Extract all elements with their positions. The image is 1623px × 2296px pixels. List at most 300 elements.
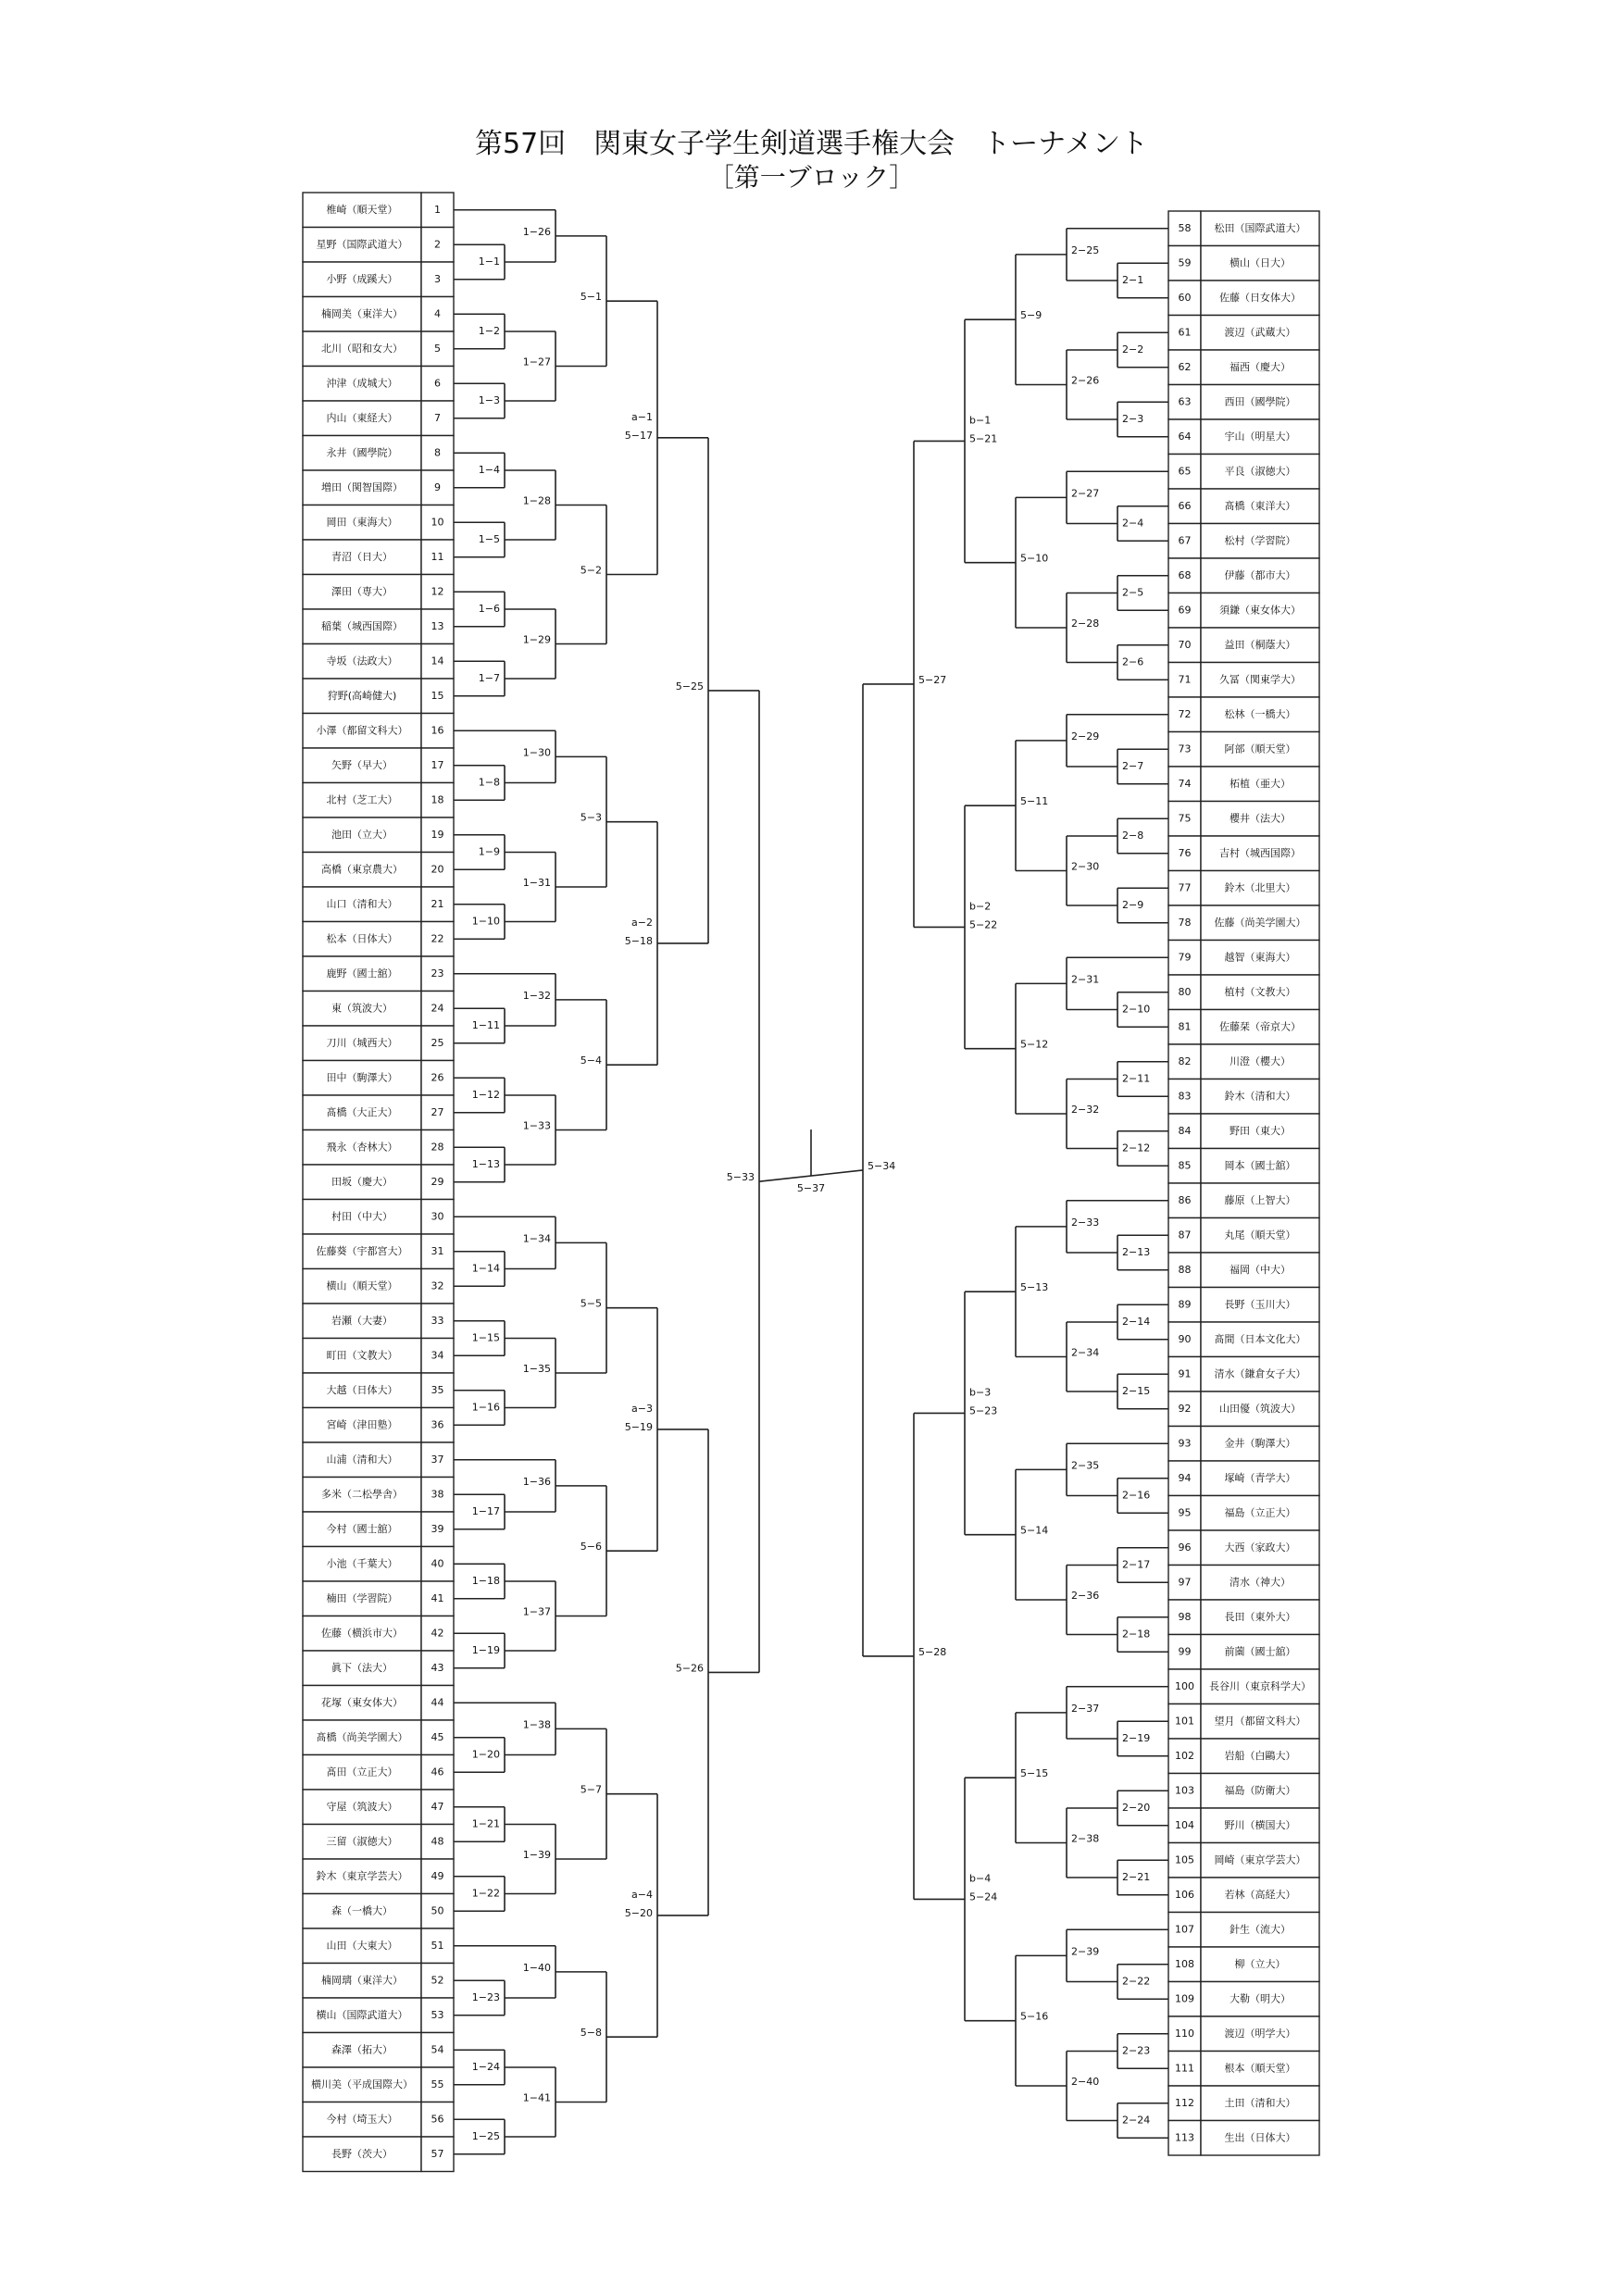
player-number: 7 <box>434 411 441 424</box>
player-number: 12 <box>431 585 444 598</box>
match-label: 5−17 <box>624 429 653 442</box>
player-number: 63 <box>1178 395 1192 408</box>
player-name: 柘植（亜大） <box>1230 777 1291 790</box>
player-name: 小野（成蹊大） <box>326 272 398 285</box>
player-name: 横山（日大） <box>1230 256 1291 269</box>
player-number: 84 <box>1178 1124 1192 1137</box>
player-number: 44 <box>431 1696 444 1709</box>
match-label: 1−1 <box>478 256 500 268</box>
match-label: 1−15 <box>471 1331 500 1344</box>
match-label: 5−33 <box>726 1171 755 1184</box>
player-name: 大勒（明大） <box>1230 1992 1291 2005</box>
player-number: 40 <box>431 1557 444 1570</box>
player-number: 72 <box>1178 707 1192 720</box>
player-name: 渡辺（明学大） <box>1224 2027 1296 2040</box>
player-name: 岡田（東海大） <box>326 516 398 529</box>
player-name: 清水（鎌倉女子大） <box>1214 1367 1306 1380</box>
player-name: 髙橋（東洋大） <box>1224 499 1296 512</box>
player-name: 植村（文教大） <box>1224 985 1296 998</box>
player-number: 42 <box>431 1627 444 1640</box>
player-number: 10 <box>431 516 444 529</box>
match-label: 2−30 <box>1071 860 1100 873</box>
player-number: 16 <box>431 724 444 737</box>
player-number: 80 <box>1178 985 1192 998</box>
match-label: 2−40 <box>1071 2076 1100 2088</box>
player-number: 45 <box>431 1730 444 1743</box>
match-label: 1−17 <box>471 1505 500 1517</box>
player-number: 41 <box>431 1591 444 1604</box>
match-label: 5−15 <box>1020 1767 1049 1780</box>
player-number: 30 <box>431 1210 444 1223</box>
player-name: 楠岡美（東洋大） <box>321 307 403 320</box>
match-label: 2−33 <box>1071 1216 1100 1229</box>
player-number: 74 <box>1178 777 1192 790</box>
match-label: 5−5 <box>580 1297 602 1310</box>
player-number: 106 <box>1175 1888 1194 1901</box>
match-label: 2−12 <box>1122 1142 1151 1154</box>
player-name: 楠田（学習院） <box>326 1591 398 1604</box>
player-number: 113 <box>1175 2131 1194 2144</box>
match-label: 1−41 <box>522 2091 551 2104</box>
player-number: 100 <box>1175 1679 1194 1692</box>
player-name: 横山（国際武道大） <box>316 2008 408 2021</box>
player-number: 75 <box>1178 812 1192 825</box>
match-label: 2−5 <box>1122 586 1144 599</box>
match-label: 2−32 <box>1071 1104 1100 1116</box>
player-name: 髙間（日本文化大） <box>1214 1332 1306 1345</box>
player-number: 94 <box>1178 1471 1192 1484</box>
player-number: 37 <box>431 1453 444 1466</box>
match-label: a−3 <box>631 1402 653 1415</box>
player-name: 岡崎（東京学芸大） <box>1214 1853 1306 1866</box>
player-name: 前薗（國士舘） <box>1224 1645 1296 1658</box>
player-number: 24 <box>431 1002 444 1015</box>
player-number: 89 <box>1178 1298 1192 1311</box>
player-number: 21 <box>431 897 444 910</box>
match-label: 1−9 <box>478 845 500 858</box>
player-number: 98 <box>1178 1610 1192 1623</box>
match-label: 5−24 <box>969 1890 998 1903</box>
player-number: 57 <box>431 2147 444 2160</box>
player-name: 望月（都留文科大） <box>1214 1715 1306 1728</box>
match-label: 1−34 <box>522 1232 551 1245</box>
match-label: 2−35 <box>1071 1459 1100 1472</box>
player-name: 越智（東海大） <box>1224 951 1296 964</box>
player-name: 渡辺（武蔵大） <box>1224 326 1296 339</box>
match-label: 1−33 <box>522 1119 551 1132</box>
match-label: 2−39 <box>1071 1945 1100 1958</box>
match-label: 2−28 <box>1071 618 1100 630</box>
player-name: 長谷川（東京科学大） <box>1209 1679 1311 1692</box>
player-number: 97 <box>1178 1576 1192 1589</box>
player-name: 北村（芝工大） <box>326 793 398 806</box>
match-label: 1−11 <box>471 1019 500 1031</box>
match-label: 5−19 <box>624 1420 653 1433</box>
player-name: 岩瀬（大妻） <box>331 1314 393 1327</box>
match-label: 2−3 <box>1122 413 1144 425</box>
match-label: 5−12 <box>1020 1038 1049 1051</box>
player-name: 守屋（筑波大） <box>326 1800 398 1813</box>
player-name: 松田（国際武道大） <box>1214 221 1306 234</box>
player-number: 25 <box>431 1036 444 1049</box>
player-number: 67 <box>1178 534 1192 547</box>
player-number: 9 <box>434 480 441 493</box>
match-label: 1−10 <box>471 915 500 928</box>
player-name: 丸尾（順天堂） <box>1224 1229 1296 1242</box>
match-label: 2−10 <box>1122 1003 1151 1016</box>
match-label: 2−2 <box>1122 343 1144 356</box>
match-label: 5−20 <box>624 1906 653 1919</box>
player-number: 28 <box>431 1141 444 1154</box>
match-label: 2−17 <box>1122 1558 1151 1571</box>
player-number: 23 <box>431 967 444 980</box>
match-label: 1−27 <box>522 356 551 368</box>
player-name: 町田（文教大） <box>326 1349 398 1362</box>
player-number: 33 <box>431 1314 444 1327</box>
player-number: 56 <box>431 2113 444 2126</box>
match-label: 5−7 <box>580 1783 602 1796</box>
player-name: 野田（東大） <box>1230 1124 1291 1137</box>
match-label: 2−24 <box>1122 2114 1151 2127</box>
player-number: 93 <box>1178 1437 1192 1450</box>
player-name: 狩野(高崎健大) <box>327 689 397 702</box>
player-name: 佐藤（尚美学園大） <box>1214 916 1306 929</box>
player-name: 鈴木（東京学芸大） <box>316 1869 408 1882</box>
match-label: 5−28 <box>918 1645 947 1658</box>
player-number: 22 <box>431 932 444 945</box>
match-label: b−3 <box>969 1386 992 1399</box>
player-name: 福島（防衛大） <box>1224 1784 1296 1797</box>
match-label: 1−14 <box>471 1262 500 1275</box>
player-name: 寺坂（法政大） <box>326 655 398 668</box>
player-name: 星野（国際武道大） <box>316 238 408 251</box>
player-name: 佐藤栞（帝京大） <box>1219 1020 1301 1033</box>
player-name: 櫻井（法大） <box>1230 812 1291 825</box>
match-label: 2−13 <box>1122 1246 1151 1258</box>
match-label: 1−23 <box>471 1991 500 2003</box>
player-name: 椎崎（順天堂） <box>326 203 398 216</box>
player-name: 澤田（専大） <box>331 585 393 598</box>
match-label: b−4 <box>969 1872 992 1885</box>
player-name: 森（一橋大） <box>331 1904 393 1917</box>
match-label: 2−8 <box>1122 830 1144 842</box>
player-name: 三留（淑徳大） <box>326 1835 398 1848</box>
player-name: 金井（駒澤大） <box>1224 1437 1296 1450</box>
match-label: 5−11 <box>1020 795 1049 808</box>
player-name: 横山（順天堂） <box>326 1279 398 1292</box>
match-label: 1−18 <box>471 1575 500 1587</box>
match-label: 1−19 <box>471 1644 500 1656</box>
player-name: 野川（横国大） <box>1224 1818 1296 1831</box>
player-name: 吉村（城西国際） <box>1219 846 1301 859</box>
match-label: a−4 <box>631 1888 653 1901</box>
player-number: 82 <box>1178 1054 1192 1067</box>
player-number: 18 <box>431 793 444 806</box>
player-name: 花塚（東女体大） <box>321 1696 403 1709</box>
player-number: 78 <box>1178 916 1192 929</box>
player-number: 15 <box>431 689 444 702</box>
player-name: 刀川（城西大） <box>326 1036 398 1049</box>
player-name: 小池（千葉大） <box>326 1557 398 1570</box>
match-label: 5−23 <box>969 1404 998 1417</box>
player-number: 31 <box>431 1244 444 1257</box>
player-name: 稲葉（城西国際） <box>321 619 403 632</box>
player-number: 38 <box>431 1488 444 1501</box>
match-label: 1−6 <box>478 603 500 615</box>
player-number: 109 <box>1175 1992 1194 2005</box>
match-label: 1−4 <box>478 464 500 476</box>
player-name: 須鎌（東女体大） <box>1219 604 1301 617</box>
player-name: 内山（東経大） <box>326 411 398 424</box>
player-number: 26 <box>431 1071 444 1084</box>
player-name: 福島（立正大） <box>1224 1506 1296 1519</box>
player-name: 増田（関智国際） <box>321 480 403 493</box>
player-number: 90 <box>1178 1332 1192 1345</box>
player-number: 51 <box>431 1939 444 1952</box>
player-name: 東（筑波大） <box>331 1002 393 1015</box>
match-label: 1−35 <box>522 1363 551 1375</box>
player-number: 95 <box>1178 1506 1192 1519</box>
player-name: 青沼（日大） <box>331 550 393 563</box>
player-number: 34 <box>431 1349 444 1362</box>
player-number: 17 <box>431 758 444 771</box>
player-name: 長田（東外大） <box>1224 1610 1296 1623</box>
player-name: 沖津（成城大） <box>326 377 398 390</box>
match-label: 2−26 <box>1071 374 1100 387</box>
match-label: 2−20 <box>1122 1802 1151 1814</box>
player-name: 益田（桐蔭大） <box>1224 638 1296 651</box>
match-label: 5−10 <box>1020 552 1049 565</box>
match-label: 1−12 <box>471 1089 500 1101</box>
match-label: 5−18 <box>624 934 653 947</box>
player-number: 29 <box>431 1175 444 1188</box>
player-name: 岡本（國士舘） <box>1224 1159 1296 1172</box>
match-label: 1−39 <box>522 1849 551 1861</box>
match-label: 2−27 <box>1071 487 1100 500</box>
player-name: 森澤（拓大） <box>331 2043 393 2056</box>
match-label: 1−32 <box>522 989 551 1002</box>
match-label: 2−38 <box>1071 1832 1100 1845</box>
match-label: 1−3 <box>478 394 500 406</box>
match-label: 5−27 <box>918 673 947 686</box>
player-number: 55 <box>431 2078 444 2090</box>
match-label: 5−9 <box>1020 309 1042 322</box>
player-name: 眞下（法大） <box>331 1661 393 1674</box>
match-label: 2−15 <box>1122 1385 1151 1397</box>
match-label: 1−13 <box>471 1158 500 1170</box>
player-name: 平良（淑徳大） <box>1224 465 1296 478</box>
match-label: 1−40 <box>522 1961 551 1974</box>
player-number: 54 <box>431 2043 444 2056</box>
player-number: 39 <box>431 1522 444 1535</box>
player-number: 49 <box>431 1869 444 1882</box>
match-label: 2−31 <box>1071 973 1100 986</box>
player-name: 根本（順天堂） <box>1224 2062 1296 2075</box>
player-number: 112 <box>1175 2096 1194 2109</box>
player-number: 79 <box>1178 951 1192 964</box>
player-number: 46 <box>431 1766 444 1778</box>
player-number: 110 <box>1175 2027 1194 2040</box>
match-label: 2−22 <box>1122 1975 1151 1988</box>
match-label: 5−21 <box>969 432 998 445</box>
match-label: 2−29 <box>1071 730 1100 742</box>
player-number: 43 <box>431 1661 444 1674</box>
player-number: 88 <box>1178 1263 1192 1276</box>
match-label: 1−20 <box>471 1748 500 1761</box>
player-number: 50 <box>431 1904 444 1917</box>
player-name: 松村（学習院） <box>1224 534 1296 547</box>
match-label: 5−22 <box>969 918 998 931</box>
player-number: 108 <box>1175 1957 1194 1970</box>
match-label: 2−4 <box>1122 517 1144 530</box>
match-label: 5−3 <box>580 811 602 824</box>
player-name: 川澄（櫻大） <box>1230 1054 1291 1067</box>
player-number: 6 <box>434 377 441 390</box>
player-name: 髙橋（尚美学園大） <box>316 1730 408 1743</box>
player-name: 伊藤（都市大） <box>1224 568 1296 581</box>
match-label: 1−31 <box>522 877 551 889</box>
player-number: 102 <box>1175 1749 1194 1762</box>
player-name: 池田（立大） <box>331 828 393 841</box>
player-number: 5 <box>434 342 441 355</box>
player-name: 村田（中大） <box>331 1210 393 1223</box>
match-label: 2−36 <box>1071 1590 1100 1602</box>
player-number: 47 <box>431 1800 444 1813</box>
player-name: 小澤（都留文科大） <box>316 724 408 737</box>
player-name: 山口（清和大） <box>326 897 398 910</box>
player-name: 今村（埼玉大） <box>326 2113 398 2126</box>
player-name: 大西（家政大） <box>1224 1541 1296 1554</box>
player-name: 宮崎（津田塾） <box>326 1418 398 1431</box>
player-number: 3 <box>434 272 441 285</box>
player-number: 32 <box>431 1279 444 1292</box>
match-label: 1−2 <box>478 325 500 337</box>
match-label: 5−8 <box>580 2027 602 2040</box>
player-name: 若林（高経大） <box>1224 1888 1296 1901</box>
player-number: 69 <box>1178 604 1192 617</box>
player-name: 髙田（立正大） <box>326 1766 398 1778</box>
player-name: 生出（日体大） <box>1224 2131 1296 2144</box>
player-number: 1 <box>434 203 441 216</box>
player-name: 多米（二松學舎） <box>321 1488 403 1501</box>
player-name: 松本（日体大） <box>326 932 398 945</box>
player-number: 20 <box>431 863 444 876</box>
match-label: 2−19 <box>1122 1732 1151 1744</box>
player-name: 佐藤葵（宇都宮大） <box>316 1244 408 1257</box>
player-name: 西田（國學院） <box>1224 395 1296 408</box>
player-name: 鈴木（北里大） <box>1224 881 1296 894</box>
match-label: 1−24 <box>471 2061 500 2073</box>
player-name: 佐藤（日女体大） <box>1219 291 1301 304</box>
player-number: 71 <box>1178 673 1192 686</box>
player-name: 福岡（中大） <box>1230 1263 1291 1276</box>
match-label: 2−11 <box>1122 1072 1151 1085</box>
match-label: a−2 <box>631 916 653 929</box>
final-match-label: 5−37 <box>796 1182 826 1195</box>
player-number: 62 <box>1178 360 1192 373</box>
match-label: 1−30 <box>522 746 551 759</box>
match-label: 1−36 <box>522 1475 551 1488</box>
player-number: 83 <box>1178 1090 1192 1103</box>
player-number: 4 <box>434 307 441 320</box>
player-number: 8 <box>434 446 441 459</box>
match-label: 2−6 <box>1122 655 1144 668</box>
page-subtitle: ［第一ブロック］ <box>707 162 916 193</box>
player-name: 大越（日体大） <box>326 1383 398 1396</box>
player-number: 19 <box>431 828 444 841</box>
player-name: 針生（流大） <box>1230 1923 1291 1936</box>
match-label: b−2 <box>969 900 992 913</box>
player-name: 塚崎（青学大） <box>1224 1471 1296 1484</box>
player-number: 76 <box>1178 846 1192 859</box>
player-number: 48 <box>431 1835 444 1848</box>
player-name: 飛永（杏林大） <box>326 1141 398 1154</box>
match-label: 5−2 <box>580 564 602 577</box>
player-number: 52 <box>431 1974 444 1987</box>
match-label: 1−25 <box>471 2130 500 2142</box>
player-name: 田坂（慶大） <box>331 1175 393 1188</box>
match-label: b−1 <box>969 414 992 427</box>
match-label: 2−1 <box>1122 274 1144 286</box>
match-label: 2−16 <box>1122 1489 1151 1502</box>
player-name: 長野（茨大） <box>331 2147 393 2160</box>
match-label: 1−28 <box>522 494 551 507</box>
match-label: 1−37 <box>522 1605 551 1618</box>
player-name: 山田優（筑波大） <box>1219 1402 1301 1415</box>
match-label: a−1 <box>631 410 653 423</box>
player-name: 矢野（早大） <box>331 758 393 771</box>
match-label: 2−7 <box>1122 760 1144 772</box>
match-label: 1−5 <box>478 533 500 545</box>
player-number: 11 <box>431 550 444 563</box>
player-number: 2 <box>434 238 441 251</box>
player-name: 北川（昭和女大） <box>321 342 403 355</box>
match-label: 1−8 <box>478 776 500 789</box>
match-label: 2−34 <box>1071 1346 1100 1359</box>
player-number: 99 <box>1178 1645 1192 1658</box>
player-name: 横川美（平成国際大） <box>311 2078 413 2090</box>
player-name: 山田（大東大） <box>326 1939 398 1952</box>
player-name: 松林（一橋大） <box>1224 707 1296 720</box>
page-title: 第57回 関東女子学生剣道選手権大会 トーナメント <box>475 128 1148 160</box>
player-number: 103 <box>1175 1784 1194 1797</box>
player-number: 92 <box>1178 1402 1192 1415</box>
player-number: 96 <box>1178 1541 1192 1554</box>
player-name: 福西（慶大） <box>1230 360 1291 373</box>
player-name: 髙橋（大正大） <box>326 1105 398 1118</box>
player-name: 藤原（上智大） <box>1224 1193 1296 1206</box>
player-name: 楠岡璃（東洋大） <box>321 1974 403 1987</box>
match-label: 5−34 <box>868 1159 896 1172</box>
player-number: 86 <box>1178 1193 1192 1206</box>
player-number: 64 <box>1178 430 1192 443</box>
player-number: 65 <box>1178 465 1192 478</box>
match-label: 2−23 <box>1122 2044 1151 2057</box>
player-number: 53 <box>431 2008 444 2021</box>
player-number: 58 <box>1178 221 1192 234</box>
player-name: 清水（神大） <box>1230 1576 1291 1589</box>
player-number: 59 <box>1178 256 1192 269</box>
player-number: 66 <box>1178 499 1192 512</box>
player-number: 27 <box>431 1105 444 1118</box>
match-label: 2−14 <box>1122 1316 1151 1328</box>
player-number: 68 <box>1178 568 1192 581</box>
match-label: 5−1 <box>580 291 602 304</box>
player-name: 久冨（関東学大） <box>1219 673 1301 686</box>
player-name: 長野（玉川大） <box>1224 1298 1296 1311</box>
player-number: 87 <box>1178 1229 1192 1242</box>
match-label: 2−37 <box>1071 1702 1100 1715</box>
